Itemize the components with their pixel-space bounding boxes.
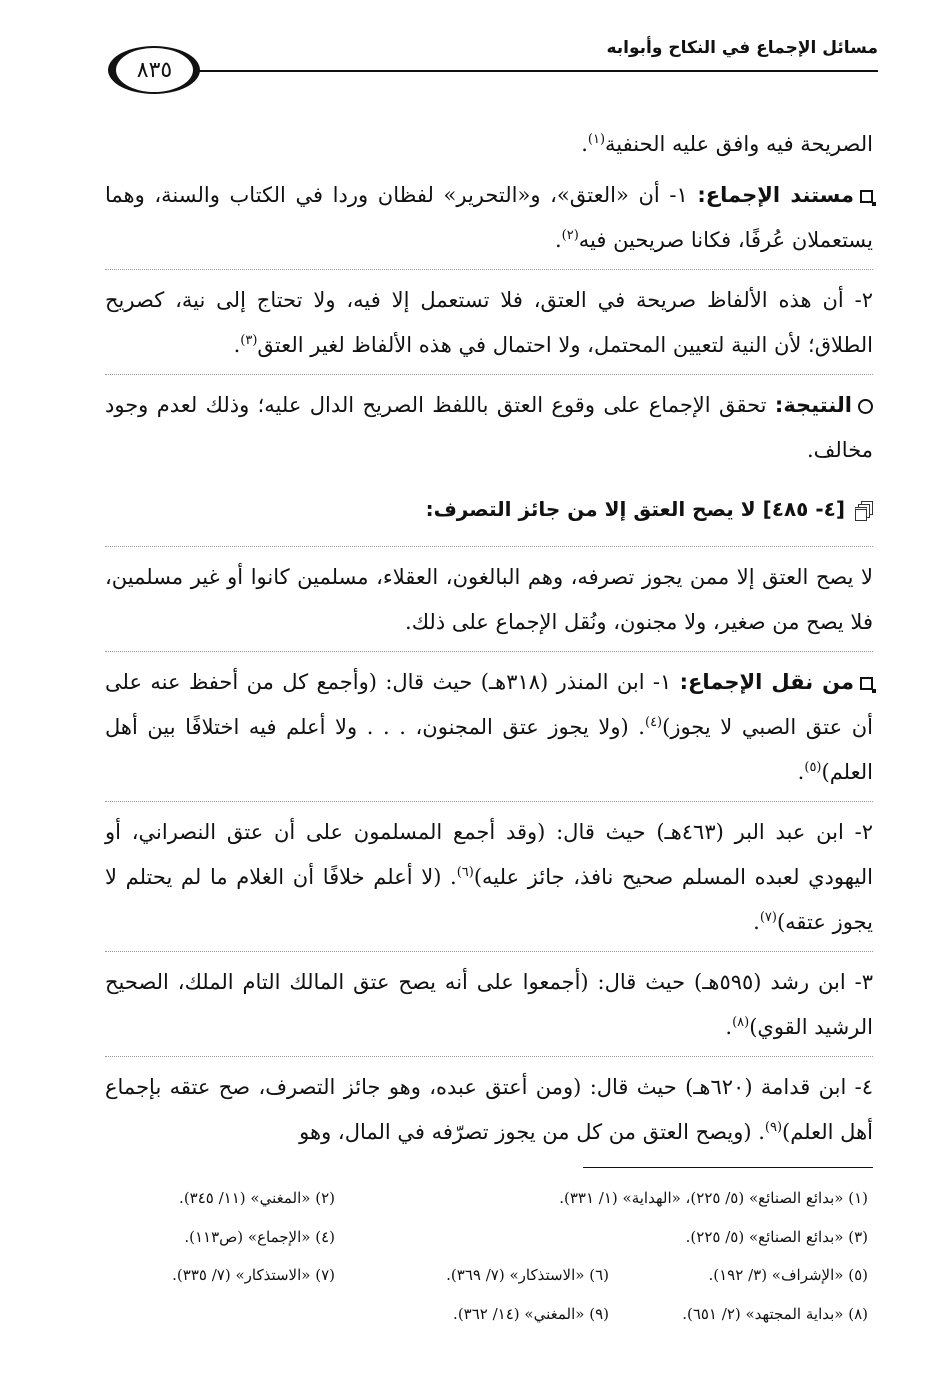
separator	[105, 374, 873, 375]
footnote-ref-5: (٥)	[804, 760, 822, 775]
paragraph-1: الصريحة فيه وافق عليه الحنفية$^{(١)}$.	[581, 132, 873, 156]
paragraph-5: لا يصح العتق إلا ممن يجوز تصرفه، وهم البالغون، العقلاء، مسلمين كانوا أو غير مسلمين، فلا يصح من صغير، ولا مجنون، ونُقل الإجماع على ذلك.	[105, 565, 873, 634]
footnote-1: (١) «بدائع الصنائع» (٥/ ٢٢٥)، «الهداية» (١/ ٣٣١).	[559, 1189, 868, 1207]
separator	[105, 546, 873, 547]
square-bullet-icon	[860, 677, 873, 690]
footnote-2: (٢) «المغني» (١١/ ٣٤٥).	[179, 1189, 335, 1207]
footnote-3: (٣) «بدائع الصنائع» (٥/ ٢٢٥).	[685, 1228, 868, 1246]
circle-bullet-icon	[858, 399, 873, 414]
separator	[105, 951, 873, 952]
footnote-5: (٥) «الإشراف» (٣/ ١٩٢).	[708, 1266, 868, 1284]
separator	[105, 651, 873, 652]
footnote-8: (٨) «بداية المجتهد» (٢/ ٦٥١).	[682, 1305, 868, 1323]
footnote-9: (٩) «المغني» (١٤/ ٣٦٢).	[453, 1305, 609, 1323]
running-header-title: مسائل الإجماع في النكاح وأبوابه	[606, 38, 878, 58]
paragraph-6: من نقل الإجماع: ١- ابن المنذر (٣١٨هـ) حيث قال: (وأجمع كل من أحفظ عنه على أن عتق الصبي لا يجوز)$^{(٤)}$. (ولا يجوز عتق المجنون، . . . ولا أعلم فيه اختلافًا بين أهل العلم)$^{(٥)}$.	[105, 670, 873, 784]
page-number: ٨٣٥	[136, 57, 173, 83]
section-heading: [٤- ٤٨٥] لا يصح العتق إلا من جائز التصرف:	[105, 487, 873, 532]
paragraph-4: النتيجة: تحقق الإجماع على وقوع العتق باللفظ الصريح الدال عليه؛ وذلك لعدم وجود مخالف.	[105, 393, 873, 462]
footnote-ref-9: (٩)	[764, 1120, 783, 1135]
footnote-ref-1: (١)	[587, 132, 606, 147]
paragraph-8: ٣- ابن رشد (٥٩٥هـ) حيث قال: (أجمعوا على أنه يصح عتق المالك التام الملك، الصحيح الرشيد القوي)$^{(٨)}$.	[105, 970, 873, 1039]
footnote-rule	[583, 1167, 873, 1168]
result-label: النتيجة:	[774, 393, 852, 417]
header-rule	[186, 70, 878, 72]
footnote-ref-3: (٣)	[240, 333, 258, 348]
footnote-ref-2: (٢)	[561, 228, 579, 243]
footnote-6: (٦) «الاستذكار» (٧/ ٣٦٩).	[446, 1266, 609, 1284]
documents-icon	[855, 501, 873, 521]
separator	[105, 801, 873, 802]
main-text	[105, 122, 873, 1161]
footnote-ref-7: (٧)	[759, 910, 777, 925]
square-bullet-icon	[860, 190, 873, 203]
separator	[105, 269, 873, 270]
paragraph-9: ٤- ابن قدامة (٦٢٠هـ) حيث قال: (ومن أعتق عبده، وهو جائز التصرف، صح عتقه بإجماع أهل العلم)$^{(٩)}$. (ويصح العتق من كل من يجوز تصرّفه في المال، وهو	[105, 1075, 873, 1144]
page-number-badge	[108, 46, 200, 94]
footnote-ref-4: (٤)	[644, 715, 663, 730]
footnote-ref-6: (٦)	[456, 865, 474, 880]
footnote-ref-8: (٨)	[732, 1015, 750, 1030]
footnote-4: (٤) «الإجماع» (ص١١٣).	[184, 1228, 335, 1246]
footnote-7: (٧) «الاستذكار» (٧/ ٣٣٥).	[172, 1266, 335, 1284]
paragraph-2: مستند الإجماع: ١- أن «العتق»، و«التحرير» لفظان وردا في الكتاب والسنة، وهما يستعملان عُرفًا، فكانا صريحين فيه$^{(٢)}$.	[105, 183, 873, 252]
paragraph-3: ٢- أن هذه الألفاظ صريحة في العتق، فلا تستعمل إلا فيه، ولا تحتاج إلى نية، كصريح الطلاق؛ لأن النية لتعيين المحتمل، ولا احتمال في هذه الألفاظ لغير العتق$^{(٣)}$.	[105, 288, 873, 357]
transmitters-label: من نقل الإجماع:	[679, 670, 854, 694]
separator	[105, 1056, 873, 1057]
paragraph-7: ٢- ابن عبد البر (٤٦٣هـ) حيث قال: (وقد أجمع المسلمون على أن عتق النصراني، أو اليهودي لعبده المسلم صحيح نافذ، جائز عليه)$^{(٦)}$. (لا أعلم خلافًا أن الغلام ما لم يحتلم لا يجوز عتقه)$^{(٧)}$.	[105, 820, 873, 934]
evidence-label: مستند الإجماع:	[697, 183, 855, 207]
